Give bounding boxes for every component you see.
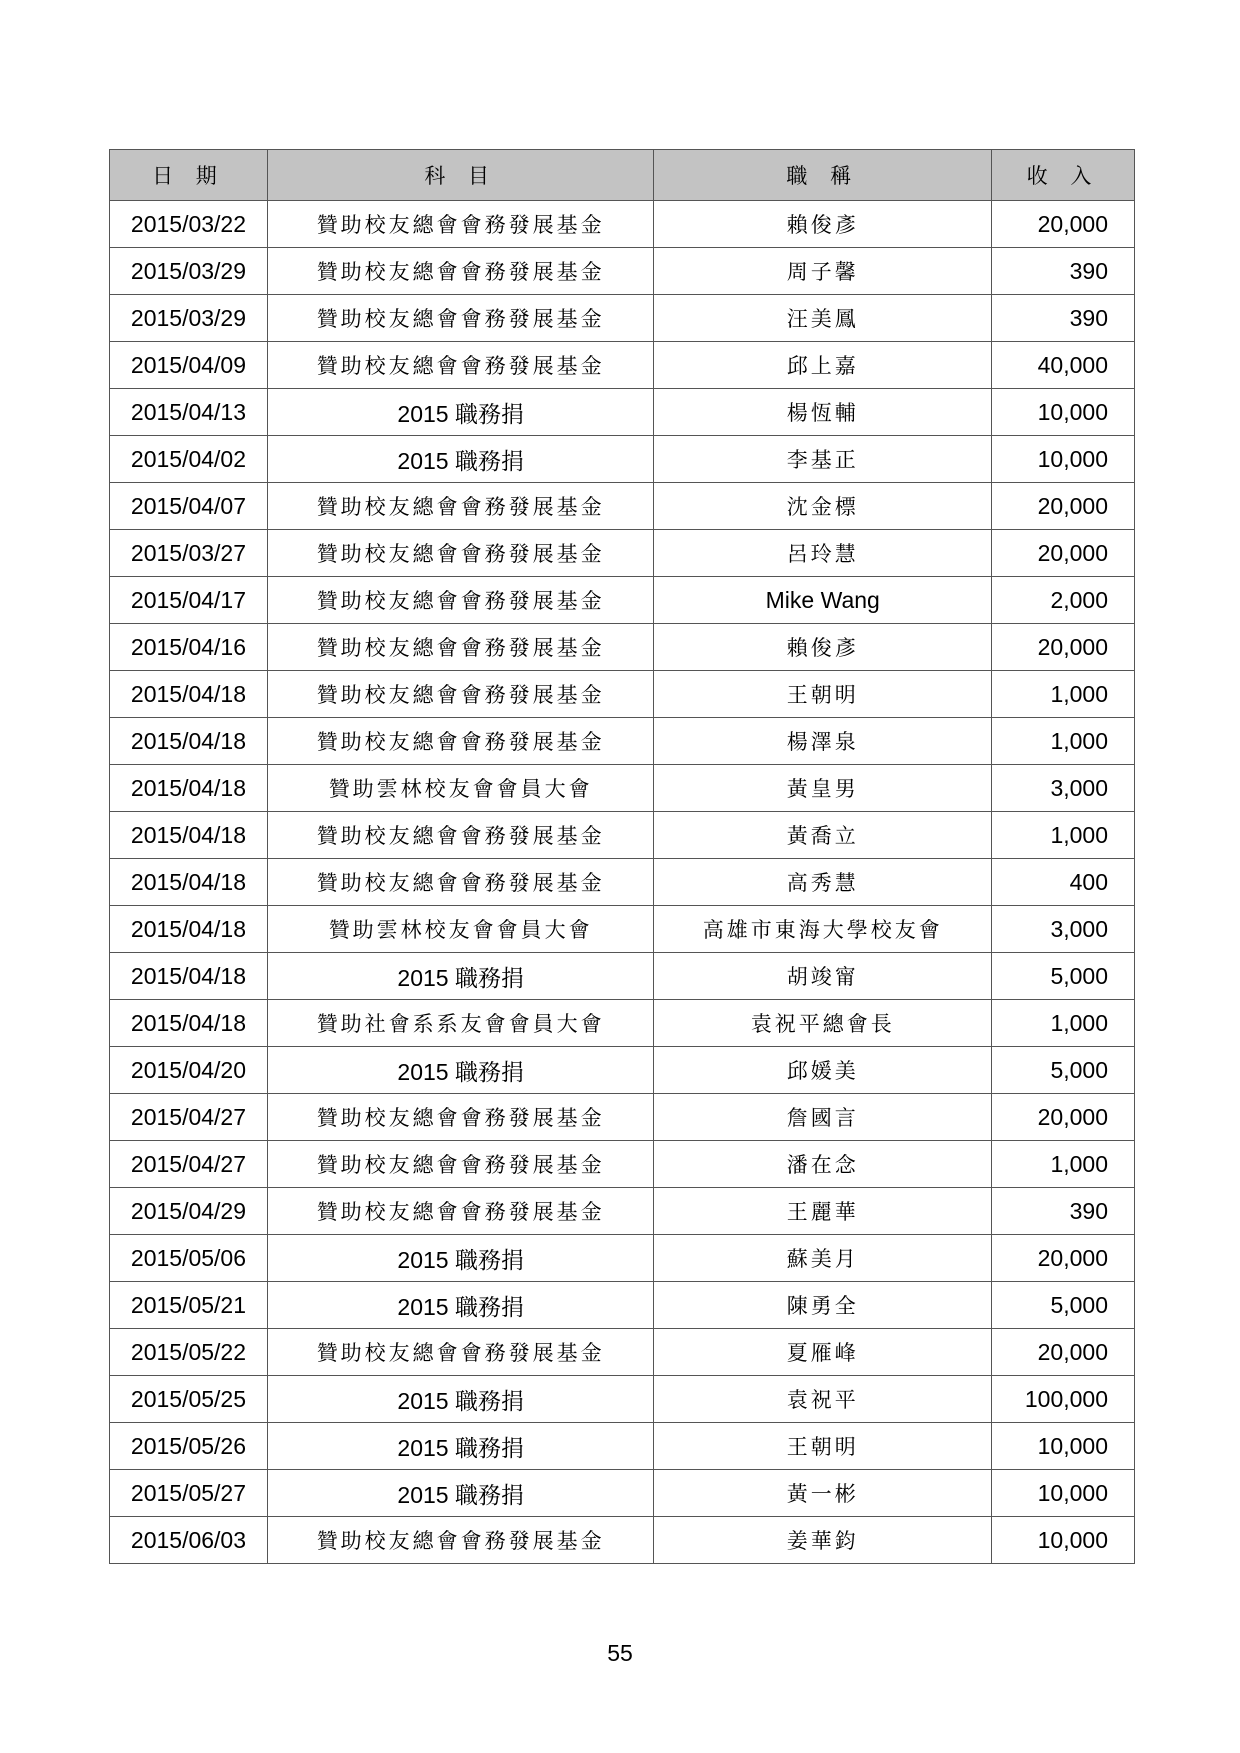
cell-date: 2015/05/26 (110, 1423, 268, 1470)
table-row (110, 1470, 1135, 1517)
cell-item: 贊助校友總會會務發展基金 (267, 1517, 654, 1564)
cell-item: 2015 職務捐 (267, 1470, 654, 1517)
cell-income: 10,000 (992, 1517, 1135, 1564)
cell-date: 2015/03/29 (110, 248, 268, 295)
cell-income: 5,000 (992, 1047, 1135, 1094)
cell-item: 贊助校友總會會務發展基金 (267, 859, 654, 906)
cell-item: 贊助校友總會會務發展基金 (267, 1188, 654, 1235)
table-row (110, 1282, 1135, 1329)
cell-income: 390 (992, 248, 1135, 295)
table-row (110, 1000, 1135, 1047)
cell-income: 400 (992, 859, 1135, 906)
table-row (110, 953, 1135, 1000)
table-row (110, 201, 1135, 248)
cell-date: 2015/03/27 (110, 530, 268, 577)
cell-date: 2015/05/25 (110, 1376, 268, 1423)
table-row (110, 483, 1135, 530)
table-header-row (110, 150, 1135, 201)
table-row (110, 530, 1135, 577)
cell-income: 2,000 (992, 577, 1135, 624)
cell-income: 10,000 (992, 436, 1135, 483)
cell-date: 2015/04/09 (110, 342, 268, 389)
page-number: 55 (607, 1640, 633, 1666)
cell-name: 詹國言 (654, 1094, 992, 1141)
cell-name: 賴俊彥 (654, 624, 992, 671)
cell-income: 10,000 (992, 1470, 1135, 1517)
cell-name: 周子馨 (654, 248, 992, 295)
cell-date: 2015/04/27 (110, 1141, 268, 1188)
cell-name: 黃皇男 (654, 765, 992, 812)
table-row (110, 812, 1135, 859)
table-row (110, 1329, 1135, 1376)
cell-income: 20,000 (992, 1329, 1135, 1376)
cell-item: 贊助校友總會會務發展基金 (267, 812, 654, 859)
cell-income: 1,000 (992, 671, 1135, 718)
cell-name: 高雄市東海大學校友會 (654, 906, 992, 953)
cell-item: 贊助校友總會會務發展基金 (267, 1094, 654, 1141)
cell-item: 贊助校友總會會務發展基金 (267, 577, 654, 624)
cell-name: 呂玲慧 (654, 530, 992, 577)
cell-date: 2015/04/13 (110, 389, 268, 436)
cell-item: 贊助校友總會會務發展基金 (267, 483, 654, 530)
cell-name: 沈金標 (654, 483, 992, 530)
cell-item: 2015 職務捐 (267, 1423, 654, 1470)
cell-item: 贊助校友總會會務發展基金 (267, 342, 654, 389)
cell-date: 2015/04/27 (110, 1094, 268, 1141)
cell-name: 黃喬立 (654, 812, 992, 859)
table-row (110, 1047, 1135, 1094)
donation-table (109, 149, 1135, 1564)
cell-name: 邱媛美 (654, 1047, 992, 1094)
header-item: 科 目 (267, 150, 654, 201)
table-row (110, 1517, 1135, 1564)
cell-income: 100,000 (992, 1376, 1135, 1423)
cell-income: 390 (992, 295, 1135, 342)
cell-name: 王朝明 (654, 1423, 992, 1470)
cell-date: 2015/04/29 (110, 1188, 268, 1235)
table-row (110, 671, 1135, 718)
cell-name: 李基正 (654, 436, 992, 483)
cell-date: 2015/04/20 (110, 1047, 268, 1094)
cell-name: 胡竣甯 (654, 953, 992, 1000)
cell-name: 楊恆輔 (654, 389, 992, 436)
header-date: 日 期 (110, 150, 268, 201)
cell-name: 王朝明 (654, 671, 992, 718)
cell-item: 2015 職務捐 (267, 1047, 654, 1094)
cell-date: 2015/04/18 (110, 906, 268, 953)
cell-date: 2015/04/07 (110, 483, 268, 530)
cell-income: 20,000 (992, 530, 1135, 577)
cell-date: 2015/04/02 (110, 436, 268, 483)
table-row (110, 577, 1135, 624)
table-row (110, 906, 1135, 953)
table-row (110, 624, 1135, 671)
cell-date: 2015/04/18 (110, 953, 268, 1000)
cell-date: 2015/05/22 (110, 1329, 268, 1376)
cell-name: 潘在念 (654, 1141, 992, 1188)
table-row (110, 1094, 1135, 1141)
cell-date: 2015/04/18 (110, 1000, 268, 1047)
cell-item: 2015 職務捐 (267, 1282, 654, 1329)
cell-date: 2015/05/27 (110, 1470, 268, 1517)
table-row (110, 1141, 1135, 1188)
table-row (110, 1235, 1135, 1282)
cell-item: 2015 職務捐 (267, 436, 654, 483)
cell-income: 20,000 (992, 624, 1135, 671)
cell-income: 20,000 (992, 1235, 1135, 1282)
header-name: 職 稱 (654, 150, 992, 201)
table-row (110, 389, 1135, 436)
cell-date: 2015/04/16 (110, 624, 268, 671)
cell-name: 賴俊彥 (654, 201, 992, 248)
cell-income: 3,000 (992, 906, 1135, 953)
cell-item: 贊助校友總會會務發展基金 (267, 1141, 654, 1188)
cell-income: 20,000 (992, 1094, 1135, 1141)
cell-income: 20,000 (992, 201, 1135, 248)
cell-item: 贊助校友總會會務發展基金 (267, 201, 654, 248)
cell-item: 2015 職務捐 (267, 1235, 654, 1282)
table-row (110, 342, 1135, 389)
cell-date: 2015/03/29 (110, 295, 268, 342)
table-row (110, 718, 1135, 765)
cell-item: 2015 職務捐 (267, 953, 654, 1000)
cell-name: 邱上嘉 (654, 342, 992, 389)
cell-income: 5,000 (992, 1282, 1135, 1329)
cell-name: 黃一彬 (654, 1470, 992, 1517)
cell-item: 贊助校友總會會務發展基金 (267, 530, 654, 577)
cell-date: 2015/05/21 (110, 1282, 268, 1329)
cell-date: 2015/04/18 (110, 718, 268, 765)
table-row (110, 1423, 1135, 1470)
cell-income: 1,000 (992, 1000, 1135, 1047)
cell-item: 贊助社會系系友會會員大會 (267, 1000, 654, 1047)
cell-date: 2015/04/17 (110, 577, 268, 624)
table-row (110, 295, 1135, 342)
table-row (110, 1376, 1135, 1423)
cell-name: 汪美鳳 (654, 295, 992, 342)
cell-item: 贊助雲林校友會會員大會 (267, 765, 654, 812)
cell-name: 姜華鈞 (654, 1517, 992, 1564)
cell-item: 贊助雲林校友會會員大會 (267, 906, 654, 953)
cell-name: 袁祝平總會長 (654, 1000, 992, 1047)
cell-item: 贊助校友總會會務發展基金 (267, 1329, 654, 1376)
cell-income: 5,000 (992, 953, 1135, 1000)
cell-item: 2015 職務捐 (267, 1376, 654, 1423)
cell-income: 40,000 (992, 342, 1135, 389)
cell-income: 3,000 (992, 765, 1135, 812)
cell-name: 高秀慧 (654, 859, 992, 906)
cell-income: 1,000 (992, 812, 1135, 859)
cell-income: 10,000 (992, 389, 1135, 436)
table-row (110, 1188, 1135, 1235)
cell-date: 2015/04/18 (110, 812, 268, 859)
cell-item: 贊助校友總會會務發展基金 (267, 248, 654, 295)
header-income: 收 入 (992, 150, 1135, 201)
cell-date: 2015/04/18 (110, 765, 268, 812)
cell-date: 2015/06/03 (110, 1517, 268, 1564)
cell-income: 390 (992, 1188, 1135, 1235)
table-row (110, 765, 1135, 812)
cell-income: 10,000 (992, 1423, 1135, 1470)
cell-item: 2015 職務捐 (267, 389, 654, 436)
cell-name: 蘇美月 (654, 1235, 992, 1282)
cell-name: 袁祝平 (654, 1376, 992, 1423)
cell-item: 贊助校友總會會務發展基金 (267, 718, 654, 765)
cell-income: 1,000 (992, 718, 1135, 765)
cell-item: 贊助校友總會會務發展基金 (267, 295, 654, 342)
cell-income: 1,000 (992, 1141, 1135, 1188)
cell-item: 贊助校友總會會務發展基金 (267, 624, 654, 671)
table-row (110, 248, 1135, 295)
table-row (110, 859, 1135, 906)
cell-name: Mike Wang (654, 577, 992, 624)
cell-name: 王麗華 (654, 1188, 992, 1235)
cell-date: 2015/05/06 (110, 1235, 268, 1282)
cell-date: 2015/04/18 (110, 859, 268, 906)
cell-name: 楊澤泉 (654, 718, 992, 765)
cell-date: 2015/04/18 (110, 671, 268, 718)
cell-income: 20,000 (992, 483, 1135, 530)
cell-date: 2015/03/22 (110, 201, 268, 248)
cell-name: 夏雁峰 (654, 1329, 992, 1376)
cell-name: 陳勇全 (654, 1282, 992, 1329)
table-row (110, 436, 1135, 483)
cell-item: 贊助校友總會會務發展基金 (267, 671, 654, 718)
